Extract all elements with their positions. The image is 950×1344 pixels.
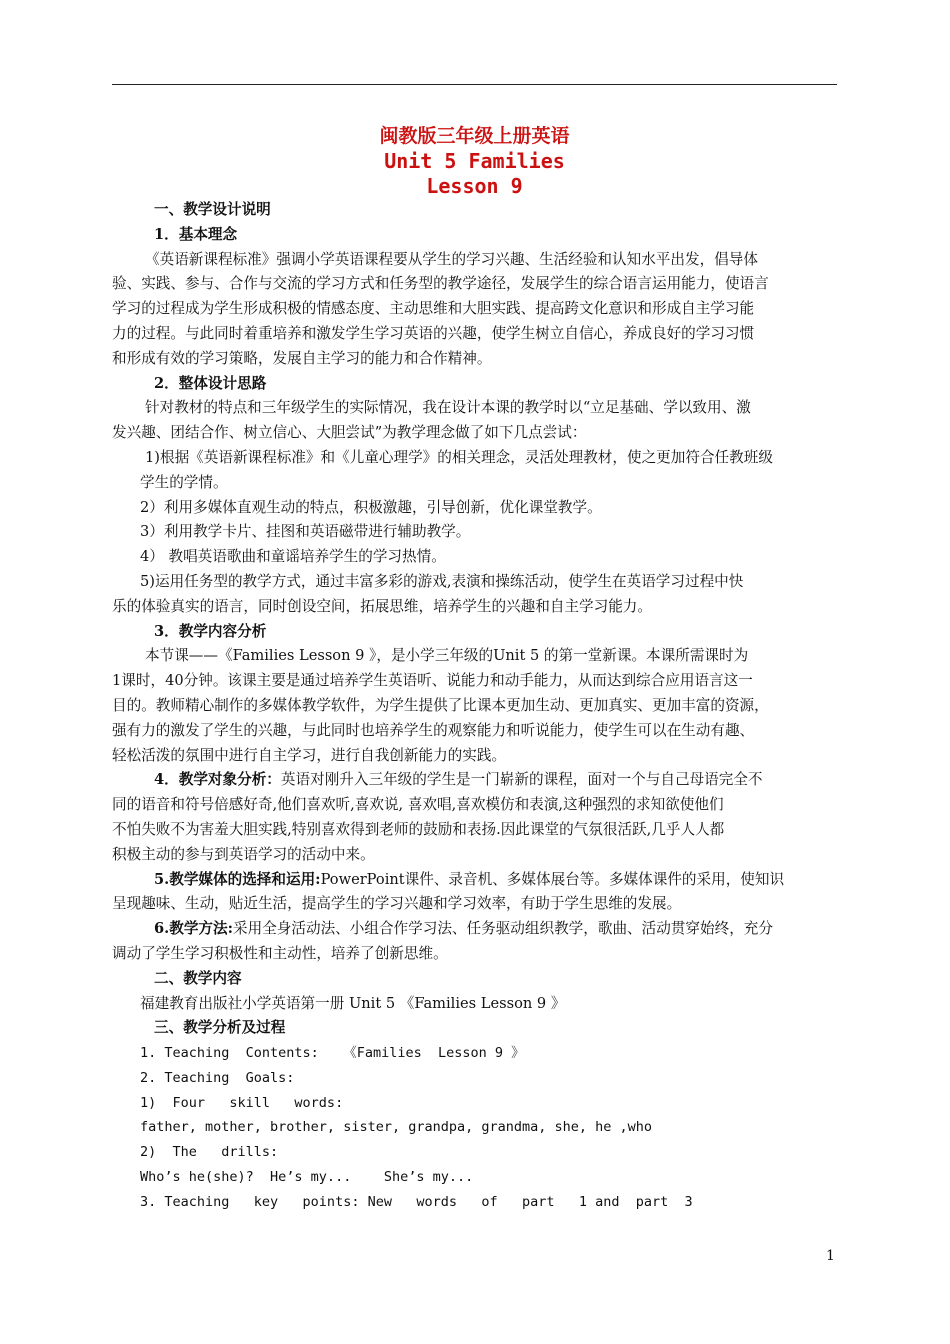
paragraph-line: 调动了学生学习积极性和主动性，培养了创新思维。 xyxy=(112,944,448,962)
subsection-4-heading: 4．教学对象分析： xyxy=(154,771,281,789)
list-item: 3）利用教学卡片、挂图和英语磁带进行辅助教学。 xyxy=(140,523,471,541)
paragraph-line: 同的语音和符号倍感好奇,他们喜欢听,喜欢说, 喜欢唱,喜欢模仿和表演,这种强烈的求知欲使他们 xyxy=(112,796,724,814)
subsection-5-heading: 5.教学媒体的选择和运用: xyxy=(154,870,321,888)
paragraph-line: 强有力的激发了学生的兴趣，与此同时也培养学生的观察能力和听说能力，使学生可以在生动有趣、 xyxy=(112,721,755,739)
subsection-3-heading: 3．教学内容分析 xyxy=(154,622,267,640)
teaching-line: father, mother, brother, sister, grandpa, grandma, she, he ,who xyxy=(140,1119,653,1136)
teaching-line: 1) Four skill words: xyxy=(140,1094,344,1111)
teaching-line: 2. Teaching Goals: xyxy=(140,1069,295,1086)
paragraph-line: 本节课——《Families Lesson 9 》，是小学三年级的Unit 5 的第一堂新课。本课所需课时为 xyxy=(145,647,749,665)
paragraph-line: 轻松活泼的氛围中进行自主学习，进行自我创新能力的实践。 xyxy=(112,746,507,764)
paragraph-line: 不怕失败不为害羞大胆实践,特别喜欢得到老师的鼓励和表扬.因此课堂的气氛很活跃,几乎人人都 xyxy=(112,820,725,838)
subsection-2-heading: 2．整体设计思路 xyxy=(154,374,267,392)
subsection-1-heading: 1．基本理念 xyxy=(154,225,238,243)
paragraph-line: 力的过程。与此同时着重培养和激发学生学习英语的兴趣，使学生树立自信心，养成良好的学习习惯 xyxy=(112,324,755,342)
paragraph-line: 呈现趣味、生动，贴近生活，提高学生的学习兴趣和学习效率，有助于学生思维的发展。 xyxy=(112,895,682,913)
list-item: 4） 教唱英语歌曲和童谣培养学生的学习热情。 xyxy=(140,548,446,566)
paragraph-text: 英语对刚升入三年级的学生是一门崭新的课程，面对一个与自己母语完全不 xyxy=(280,771,763,789)
teaching-line: 2) The drills: xyxy=(140,1144,279,1161)
paragraph-line: 积极主动的参与到英语学习的活动中来。 xyxy=(112,845,375,863)
section-2-heading: 二、教学内容 xyxy=(154,969,242,987)
subsection-4 xyxy=(140,768,837,793)
document-title xyxy=(112,124,837,199)
list-item-continuation: 学生的学情。 xyxy=(140,473,228,491)
paragraph-line: 1课时，40分钟。该课主要是通过培养学生英语听、说能力和动手能力，从而达到综合应用语言这一 xyxy=(112,672,753,690)
list-item: 5)运用任务型的教学方式，通过丰富多彩的游戏,表演和操练活动，使学生在英语学习过程中快 xyxy=(140,572,744,590)
header-rule xyxy=(112,84,837,85)
teaching-line: 3. Teaching key points: New words of part 1 and part 3 xyxy=(140,1193,693,1210)
paragraph-text: PowerPoint课件、录音机、多媒体展台等。多媒体课件的采用，使知识 xyxy=(320,870,785,888)
paragraph-line: 验、实践、参与、合作与交流的学习方式和任务型的教学途径，发展学生的综合语言运用能力，使语言 xyxy=(112,275,769,293)
title-line-1: 闽教版三年级上册英语 xyxy=(379,125,570,147)
teaching-line: 1. Teaching Contents: 《Families Lesson 9 》 xyxy=(140,1045,525,1062)
paragraph-line: 针对教材的特点和三年级学生的实际情况，我在设计本课的教学时以“立足基础、学以致用、激 xyxy=(145,399,751,417)
paragraph-line: 发兴趣、团结合作、树立信心、大胆尝试”为教学理念做了如下几点尝试： xyxy=(112,424,587,442)
paragraph-line: 和形成有效的学习策略，发展自主学习的能力和合作精神。 xyxy=(112,349,492,367)
document-body xyxy=(112,198,837,1215)
subsection-6-heading: 6.教学方法: xyxy=(154,920,233,938)
section-1-heading: 一、教学设计说明 xyxy=(154,201,271,218)
paragraph-line: 福建教育出版社小学英语第一册 Unit 5 《Families Lesson 9 》 xyxy=(140,994,566,1012)
page-number: 1 xyxy=(826,1248,835,1264)
paragraph-line: 学习的过程成为学生形成积极的情感态度、主动思维和大胆实践、提高跨文化意识和形成自主学习能 xyxy=(112,300,755,318)
paragraph-line: 《英语新课程标准》强调小学英语课程要从学生的学习兴趣、生活经验和认知水平出发，倡导体 xyxy=(145,250,758,268)
paragraph-line: 目的。教师精心制作的多媒体教学软件，为学生提供了比课本更加生动、更加真实、更加丰富的资源， xyxy=(112,696,769,714)
section-3-heading: 三、教学分析及过程 xyxy=(154,1019,286,1037)
teaching-line: Who’s he(she)? He’s my... She’s my... xyxy=(140,1169,474,1186)
list-item: 1)根据《英语新课程标准》和《儿童心理学》的相关理念，灵活处理教材，使之更加符合任教班级 xyxy=(145,448,773,466)
paragraph-text: 采用全身活动法、小组合作学习法、任务驱动组织教学，歌曲、活动贯穿始终，充分 xyxy=(233,920,773,938)
subsection-6 xyxy=(140,917,837,942)
subsection-5 xyxy=(140,868,837,893)
title-line-3: Lesson 9 xyxy=(426,174,523,198)
title-line-2: Unit 5 Families xyxy=(384,149,565,173)
list-item-continuation: 乐的体验真实的语言，同时创设空间，拓展思维，培养学生的兴趣和自主学习能力。 xyxy=(112,597,652,615)
list-item: 2）利用多媒体直观生动的特点，积极激趣，引导创新，优化课堂教学。 xyxy=(140,498,602,516)
